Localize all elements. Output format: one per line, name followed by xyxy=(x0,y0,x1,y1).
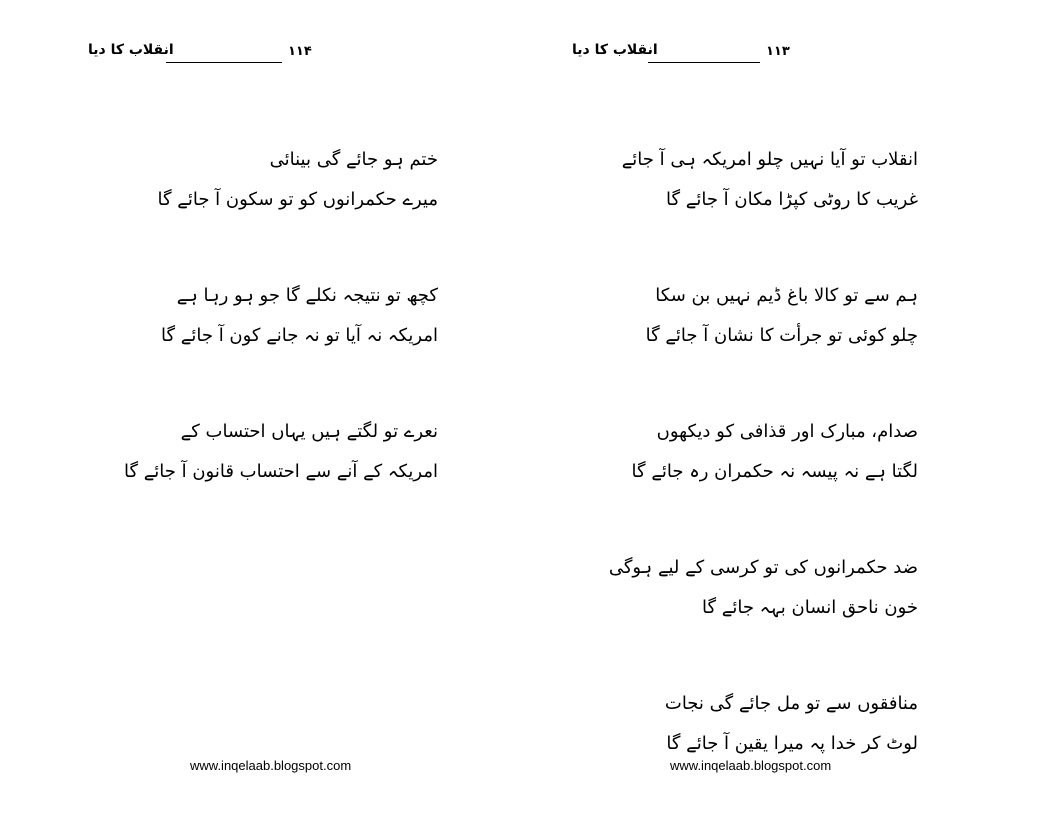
right-page-number: ۱۱۳ xyxy=(766,44,790,59)
verse-line: میرے حکمرانوں کو تو سکون آ جائے گا xyxy=(157,189,438,210)
right-poem xyxy=(608,140,918,820)
verse-line: صدام، مبارک اور قذافی کو دیکھوں xyxy=(656,421,918,442)
stanza xyxy=(612,412,918,492)
stanza xyxy=(140,276,438,356)
stanza xyxy=(612,684,918,764)
verse-line: لوٹ کر خدا پہ میرا یقین آ جائے گا xyxy=(666,733,918,754)
verse-line: غریب کا روٹی کپڑا مکان آ جائے گا xyxy=(666,189,918,210)
verse-line: امریکہ نہ آیا تو نہ جانے کون آ جائے گا xyxy=(161,325,438,346)
right-footer-url: www.inqelaab.blogspot.com xyxy=(670,758,832,773)
stanza xyxy=(140,140,438,220)
stanza xyxy=(612,140,918,220)
verse-line: کچھ تو نتیجہ نکلے گا جو ہو رہا ہے xyxy=(176,285,438,306)
left-header-title: انقلاب کا دیا xyxy=(88,42,174,58)
verse-line: ہم سے تو کالا باغ ڈیم نہیں بن سکا xyxy=(655,285,918,306)
left-page-number: ۱۱۴ xyxy=(288,44,312,59)
stanza xyxy=(123,412,438,492)
left-page-header xyxy=(88,42,428,64)
verse-line: چلو کوئی تو جرأت کا نشان آ جائے گا xyxy=(645,325,918,346)
verse-line: انقلاب تو آیا نہیں چلو امریکہ ہی آ جائے xyxy=(621,149,918,170)
verse-line: منافقوں سے تو مل جائے گی نجات xyxy=(664,693,918,714)
left-page xyxy=(0,0,528,816)
left-poem xyxy=(123,140,438,548)
right-header-title: انقلاب کا دیا xyxy=(572,42,658,58)
left-header-rule xyxy=(166,62,282,63)
right-header-rule xyxy=(648,62,760,63)
verse-line: ضد حکمرانوں کی تو کرسی کے لیے ہوگی xyxy=(608,557,918,578)
stanza xyxy=(608,548,918,628)
verse-line: نعرے تو لگتے ہیں یہاں احتساب کے xyxy=(180,421,438,442)
right-page xyxy=(528,0,1056,816)
verse-line: ختم ہو جائے گی بینائی xyxy=(269,149,438,170)
left-footer-url: www.inqelaab.blogspot.com xyxy=(190,758,352,773)
verse-line: امریکہ کے آنے سے احتساب قانون آ جائے گا xyxy=(123,461,438,482)
stanza xyxy=(612,276,918,356)
verse-line: لگتا ہے نہ پیسہ نہ حکمران رہ جائے گا xyxy=(631,461,918,482)
verse-line: خون ناحق انسان بہہ جائے گا xyxy=(702,597,918,618)
right-page-header xyxy=(568,42,908,64)
